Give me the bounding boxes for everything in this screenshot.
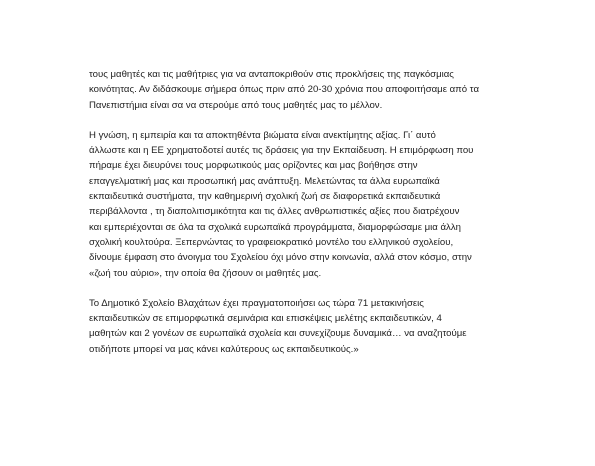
body-text bbox=[89, 67, 519, 372]
text-line: επαγγελματική μας και προσωπική μας ανάπτυξη. Μελετώντας τα άλλα ευρωπαϊκά bbox=[89, 175, 440, 187]
text-line: εκπαιδευτικά συστήματα, την καθημερινή σχολική ζωή σε διαφορετικά εκπαιδευτικά bbox=[89, 191, 441, 203]
text-line: περιβάλλοντα , τη διαπολιτισμικότητα και τις άλλες ανθρωπιστικές αξίες που διατρέχουν bbox=[89, 206, 460, 218]
text-line: και εμπεριέχονται σε όλα τα σχολικά ευρωπαϊκά προγράμματα, διαμορφώσαμε μια άλλη bbox=[89, 221, 461, 233]
text-line: δίνουμε έμφαση στο άνοιγμα του Σχολείου όχι μόνο στην κοινωνία, αλλά στον κόσμο, στην bbox=[89, 252, 472, 264]
text-line: μαθητών και 2 γονέων σε ευρωπαϊκά σχολεία και συνεχίζουμε δυναμικά… να αναζητούμε bbox=[89, 328, 467, 340]
text-line: Το Δημοτικό Σχολείο Βλαχάτων έχει πραγματοποιήσει ως τώρα 71 μετακινήσεις bbox=[89, 297, 424, 309]
text-line: τους μαθητές και τις μαθήτριες για να ανταποκριθούν στις προκλήσεις της παγκόσμιας bbox=[89, 69, 454, 80]
text-line: πήραμε έχει διευρύνει τους μορφωτικούς μας ορίζοντες και μας βοήθησε στην bbox=[89, 160, 418, 172]
text-line: σχολική κουλτούρα. Ξεπερνώντας το γραφειοκρατικό μοντέλο του ελληνικού σχολείου, bbox=[89, 236, 454, 248]
text-line: Η γνώση, η εμπειρία και τα αποκτηθέντα βιώματα είναι ανεκτίμητης αξίας. Γι΄ αυτό bbox=[89, 129, 436, 141]
text-line: οτιδήποτε μπορεί να μας κάνει καλύτερους ως εκπαιδευτικούς.» bbox=[89, 343, 359, 355]
text-line: «ζωή του αύριο», την οποία θα ζήσουν οι μαθητές μας. bbox=[89, 267, 322, 279]
text-line: Πανεπιστήμια είναι σα να στερούμε από τους μαθητές μας το μέλλον. bbox=[89, 99, 383, 111]
paragraph-1 bbox=[89, 67, 519, 113]
text-line: κοινότητας. Αν διδάσκουμε σήμερα όπως πριν από 20-30 χρόνια που αποφοιτήσαμε από τα bbox=[89, 84, 480, 96]
text-line: άλλωστε και η ΕΕ χρηματοδοτεί αυτές τις δράσεις για την Εκπαίδευση. Η επιμόρφωση που bbox=[89, 145, 474, 157]
paragraph-3 bbox=[89, 296, 519, 357]
paragraph-2 bbox=[89, 128, 519, 281]
text-line: εκπαιδευτικών σε επιμορφωτικά σεμινάρια και επισκέψεις μελέτης εκπαιδευτικών, 4 bbox=[89, 313, 442, 325]
